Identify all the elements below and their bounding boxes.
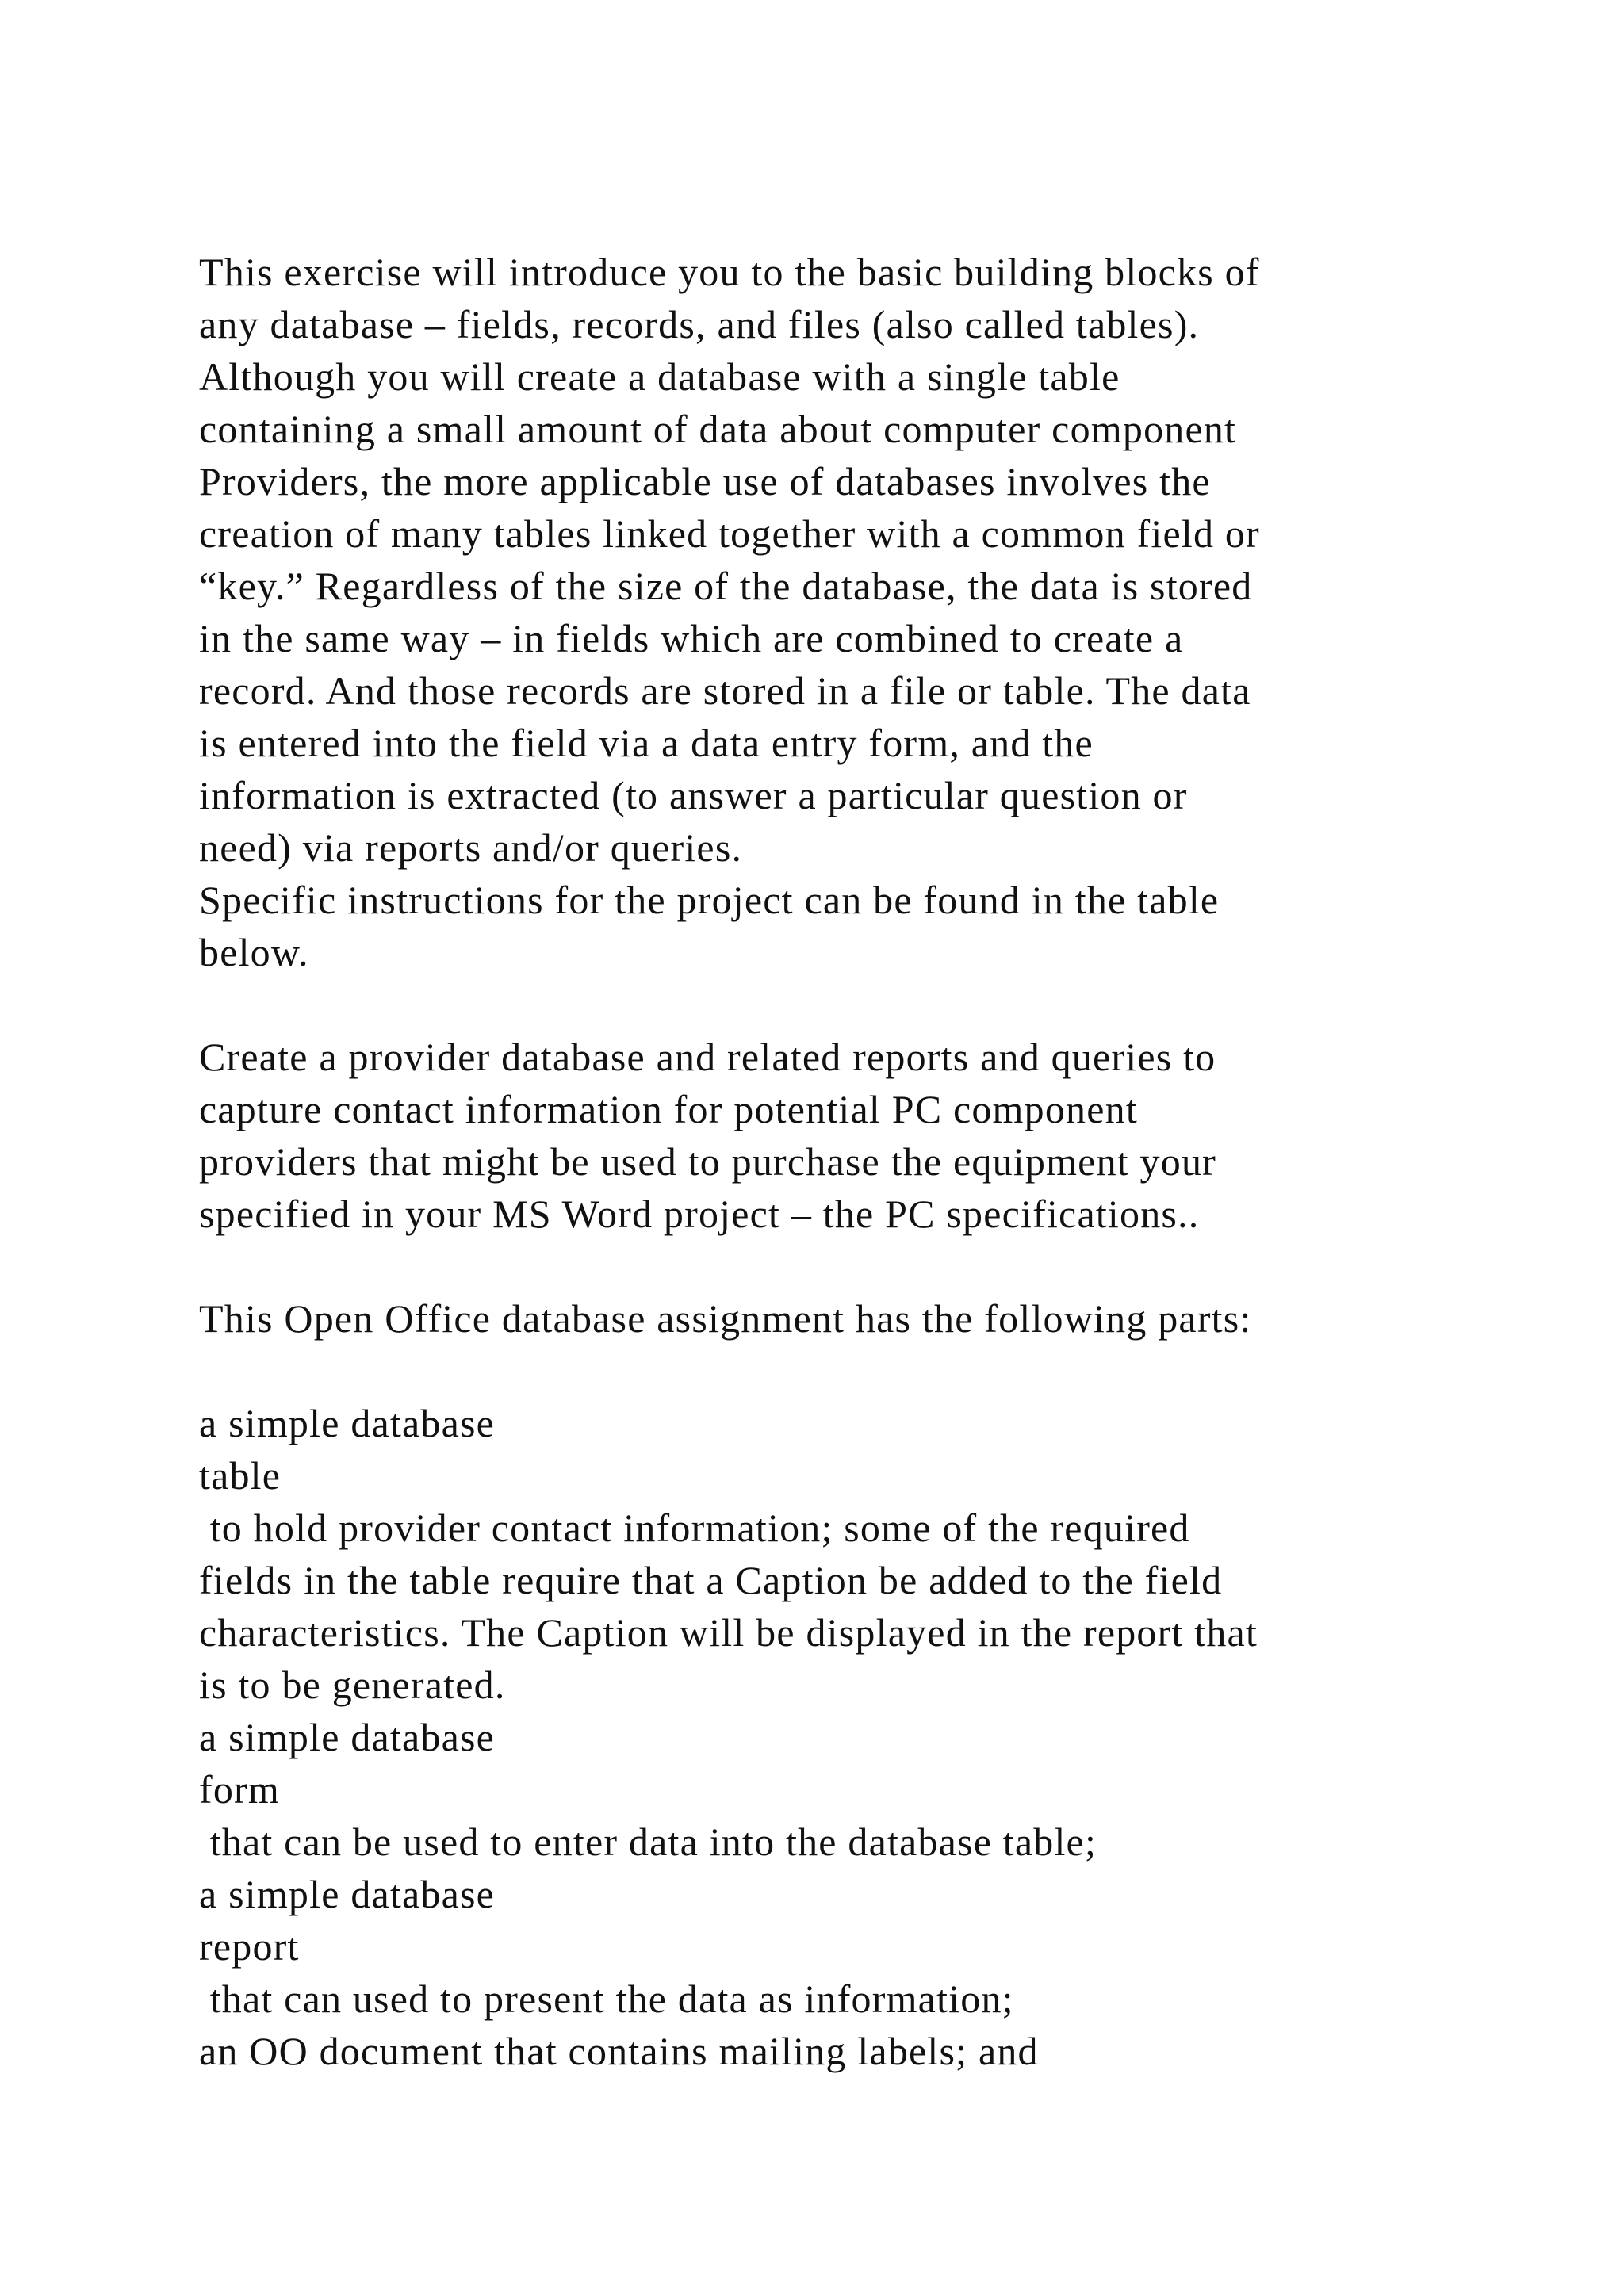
text-line: to hold provider contact information; some of the required (199, 1506, 1190, 1550)
text-line: in the same way – in fields which are combined to create a (199, 616, 1184, 660)
text-line: Create a provider database and related reports and queries to (199, 1035, 1216, 1079)
text-line: This Open Office database assignment has the following parts: (199, 1296, 1252, 1341)
text-line: that can be used to enter data into the database table; (199, 1820, 1097, 1864)
blank-line (199, 978, 1515, 1031)
text-line: characteristics. The Caption will be displayed in the report that (199, 1610, 1258, 1655)
text-line: fields in the table require that a Caption be added to the field (199, 1558, 1223, 1602)
blank-line (199, 1240, 1515, 1292)
text-line: information is extracted (to answer a particular question or (199, 773, 1188, 817)
text-line: creation of many tables linked together with a common field or (199, 511, 1260, 556)
text-line: that can used to present the data as information; (199, 1976, 1014, 2021)
text-line: providers that might be used to purchase the equipment your (199, 1139, 1217, 1184)
text-line: table (199, 1453, 282, 1498)
text-line: report (199, 1924, 300, 1969)
text-line: Specific instructions for the project can be found in the table (199, 878, 1220, 922)
text-line: form (199, 1767, 280, 1812)
text-line: specified in your MS Word project – the PC specifications.. (199, 1192, 1200, 1236)
text-line: Although you will create a database with a single table (199, 354, 1120, 399)
text-line: capture contact information for potential PC component (199, 1087, 1138, 1131)
text-line: a simple database (199, 1872, 496, 1916)
text-line: Providers, the more applicable use of databases involves the (199, 459, 1211, 503)
document-body (199, 246, 1515, 2077)
text-line: containing a small amount of data about computer component (199, 407, 1237, 451)
blank-line (199, 1345, 1515, 1397)
text-line: need) via reports and/or queries. (199, 825, 743, 870)
text-line: an OO document that contains mailing labels; and (199, 2029, 1039, 2073)
text-line: any database – fields, records, and files (also called tables). (199, 302, 1200, 346)
text-line: record. And those records are stored in a file or table. The data (199, 668, 1251, 713)
text-line: This exercise will introduce you to the basic building blocks of (199, 250, 1260, 294)
text-line: is to be generated. (199, 1663, 506, 1707)
text-line: “key.” Regardless of the size of the database, the data is stored (199, 564, 1253, 608)
text-line: a simple database (199, 1715, 496, 1759)
text-line: a simple database (199, 1401, 496, 1445)
text-line: is entered into the field via a data entry form, and the (199, 721, 1094, 765)
text-line: below. (199, 930, 309, 974)
